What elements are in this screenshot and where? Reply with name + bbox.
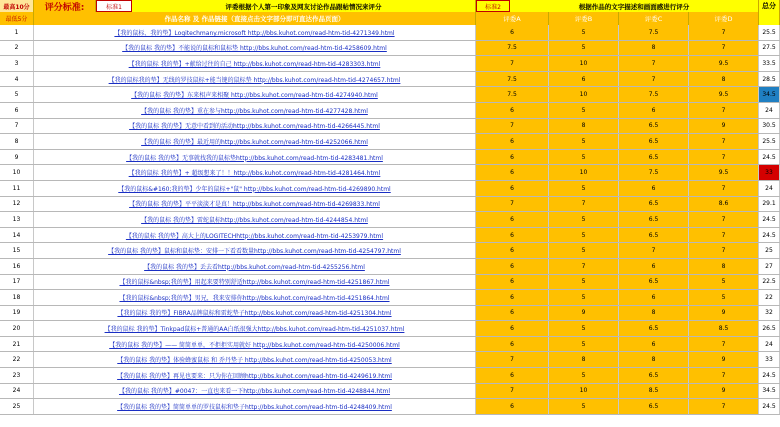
col-judge-b-header: 评委B: [549, 12, 619, 25]
judge-c-score: 7: [619, 56, 689, 71]
judge-a-score: 6: [476, 134, 549, 149]
total-label: 总分: [759, 0, 780, 12]
row-number: 5: [0, 87, 34, 102]
judge-d-score: 8.5: [689, 321, 759, 336]
judge-d-score: 9: [689, 306, 759, 321]
judge-c-score: 8.5: [619, 384, 689, 399]
judge-c-score: 8: [619, 352, 689, 367]
judge-c-score: 6: [619, 337, 689, 352]
judge-b-score: 5: [549, 181, 619, 196]
judge-b-score: 5: [549, 212, 619, 227]
total-score: 32: [759, 306, 780, 321]
work-link[interactable]: 【我的鼠标 我的垫】无事就找我的鼠标垫http://bbs.kuhot.com/read-htm-tid-4283481.html: [34, 150, 476, 165]
table-row: [0, 41, 780, 57]
col-total-header: [759, 12, 780, 25]
work-link[interactable]: 【我的鼠标 我的垫】—— 简简单单，不拒拒实用就好 http://bbs.kuhot.com/read-htm-tid-4250006.html: [34, 337, 476, 352]
judge-d-score: 9: [689, 352, 759, 367]
judge-a-score: 6: [476, 25, 549, 40]
judge-c-score: 6.5: [619, 197, 689, 212]
judge-a-score: 6: [476, 275, 549, 290]
judge-d-score: 7: [689, 337, 759, 352]
row-number: 15: [0, 243, 34, 258]
table-row: [0, 72, 780, 88]
judge-d-score: 9.5: [689, 165, 759, 180]
judge-c-score: 6.5: [619, 368, 689, 383]
row-number: 13: [0, 212, 34, 227]
judge-b-score: 5: [549, 399, 619, 414]
judge-a-score: 6: [476, 399, 549, 414]
col-judge-a-header: 评委A: [476, 12, 549, 25]
total-score: 22: [759, 290, 780, 305]
work-link[interactable]: 【我的鼠标 我的垫】Tinkpad鼠标+普通的AA白纸很强大http://bbs.kuhot.com/read-htm-tid-4251037.html: [34, 321, 476, 336]
judge-a-score: 6: [476, 290, 549, 305]
work-link[interactable]: 【我的鼠标、我的垫】Logitechmany.microsoft http://bbs.kuhot.com/read-htm-tid-4271349.html: [34, 25, 476, 40]
judge-d-score: 5: [689, 290, 759, 305]
judge-b-score: 5: [549, 25, 619, 40]
judge-a-score: 6: [476, 212, 549, 227]
judge-c-score: 6.5: [619, 212, 689, 227]
criteria-title: 评分标准:: [34, 0, 96, 12]
judge-b-score: 5: [549, 243, 619, 258]
judge-b-score: 8: [549, 352, 619, 367]
judge-d-score: 7: [689, 25, 759, 40]
table-row: [0, 352, 780, 368]
judge-a-score: 7: [476, 384, 549, 399]
total-score: 25.5: [759, 25, 780, 40]
judge-d-score: 8.6: [689, 197, 759, 212]
row-number: 25: [0, 399, 34, 414]
row-number: 3: [0, 56, 34, 71]
total-score: 25.5: [759, 134, 780, 149]
work-link[interactable]: 【我的鼠标 我的垫】FIBRA品牌鼠标和雷蛇垫子http://bbs.kuhot.com/read-htm-tid-4251304.html: [34, 306, 476, 321]
judge-c-score: 6: [619, 259, 689, 274]
row-number: 7: [0, 119, 34, 134]
total-score: 33: [759, 165, 780, 180]
judge-b-score: 5: [549, 228, 619, 243]
std2-desc: 根据作品的文字描述和画面感进行评分: [510, 0, 759, 12]
total-score: 24.5: [759, 228, 780, 243]
table-row: [0, 165, 780, 181]
work-link[interactable]: 【我的鼠标 我的垫】最近用的http://bbs.kuhot.com/read-htm-tid-4252066.html: [34, 134, 476, 149]
header-row-1: [0, 0, 780, 12]
judge-a-score: 6: [476, 321, 549, 336]
table-row: [0, 259, 780, 275]
work-link[interactable]: 【我的鼠标 我的垫】#0047：一直也来看一下http://bbs.kuhot.com/read-htm-tid-4248844.html: [34, 384, 476, 399]
table-row: [0, 384, 780, 400]
row-number: 19: [0, 306, 34, 321]
col-judge-d-header: 评委D: [689, 12, 759, 25]
judge-c-score: 6: [619, 103, 689, 118]
judge-a-score: 7: [476, 352, 549, 367]
total-score: 24: [759, 103, 780, 118]
row-number: 17: [0, 275, 34, 290]
col-judge-c-header: 评委C: [619, 12, 689, 25]
total-score: 24: [759, 337, 780, 352]
row-number: 9: [0, 150, 34, 165]
std2-tag: 标准2: [476, 0, 510, 12]
total-score: 34.5: [759, 384, 780, 399]
judge-c-score: 7.5: [619, 25, 689, 40]
work-link[interactable]: 【我的鼠标 我的垫】高大上的LOGITECHhttp://bbs.kuhot.com/read-htm-tid-4253979.html: [34, 228, 476, 243]
judge-b-score: 5: [549, 368, 619, 383]
score-table: [0, 25, 780, 415]
total-score: 33.5: [759, 56, 780, 71]
total-score: 25: [759, 243, 780, 258]
judge-c-score: 6.5: [619, 228, 689, 243]
table-row: [0, 275, 780, 291]
total-score: 34.5: [759, 87, 780, 102]
work-link[interactable]: 【我的鼠标 我的垫】不能说的鼠标和鼠标垫 http://bbs.kuhot.com/read-htm-tid-4258609.html: [34, 41, 476, 56]
total-score: 27.5: [759, 41, 780, 56]
judge-c-score: 6: [619, 290, 689, 305]
std1-desc: 评委根据个人第一印象及网友讨论作品跟帖情况来评分: [132, 0, 476, 12]
row-number: 21: [0, 337, 34, 352]
table-row: [0, 290, 780, 306]
table-row: [0, 150, 780, 166]
total-score: 24: [759, 181, 780, 196]
judge-d-score: 7: [689, 399, 759, 414]
judge-a-score: 6: [476, 103, 549, 118]
judge-a-score: 6: [476, 306, 549, 321]
table-row: [0, 243, 780, 259]
total-score: 27: [759, 259, 780, 274]
total-score: 33: [759, 352, 780, 367]
header-row-2: [0, 12, 780, 25]
judge-c-score: 6.5: [619, 134, 689, 149]
work-link[interactable]: 【我的鼠标 我的垫】简简单单的罗技鼠标和垫子http://bbs.kuhot.com/read-htm-tid-4248409.html: [34, 399, 476, 414]
judge-c-score: 6.5: [619, 399, 689, 414]
judge-a-score: 7.5: [476, 87, 549, 102]
table-row: [0, 25, 780, 41]
judge-d-score: 8: [689, 259, 759, 274]
judge-b-score: 5: [549, 103, 619, 118]
judge-b-score: 5: [549, 321, 619, 336]
judge-c-score: 6.5: [619, 150, 689, 165]
row-number: 23: [0, 368, 34, 383]
judge-d-score: 7: [689, 103, 759, 118]
work-link[interactable]: 【我的鼠标 我的垫】+献给过往的自己 http://bbs.kuhot.com/read-htm-tid-4283303.html: [34, 56, 476, 71]
table-row: [0, 306, 780, 322]
judge-d-score: 8: [689, 72, 759, 87]
table-row: [0, 197, 780, 213]
judge-c-score: 7: [619, 243, 689, 258]
judge-a-score: 7.5: [476, 72, 549, 87]
total-score: 28.5: [759, 72, 780, 87]
work-link[interactable]: 【我的鼠标 我的垫】再见也要来：只为你在回顾http://bbs.kuhot.com/read-htm-tid-4249619.html: [34, 368, 476, 383]
table-row: [0, 56, 780, 72]
row-number: 6: [0, 103, 34, 118]
row-number: 8: [0, 134, 34, 149]
judge-d-score: 9: [689, 384, 759, 399]
table-row: [0, 399, 780, 415]
judge-b-score: 9: [549, 306, 619, 321]
table-row: [0, 337, 780, 353]
row-number: 2: [0, 41, 34, 56]
judge-d-score: 9: [689, 119, 759, 134]
judge-d-score: 7: [689, 150, 759, 165]
judge-b-score: 10: [549, 384, 619, 399]
work-link[interactable]: 【我的鼠标 我的垫】平平淡淡才是真！http://bbs.kuhot.com/read-htm-tid-4269833.html: [34, 197, 476, 212]
total-score: 22.5: [759, 275, 780, 290]
judge-a-score: 7: [476, 197, 549, 212]
work-link[interactable]: 【我的鼠标 我的垫】+ 超级想来了！！http://bbs.kuhot.com/read-htm-tid-4281464.html: [34, 165, 476, 180]
total-score: 24.5: [759, 399, 780, 414]
work-link[interactable]: 【我的鼠标 我的垫】东来相声来相聚 http://bbs.kuhot.com/read-htm-tid-4274940.html: [34, 87, 476, 102]
row-number: 10: [0, 165, 34, 180]
judge-b-score: 10: [549, 56, 619, 71]
table-row: [0, 321, 780, 337]
judge-d-score: 7: [689, 228, 759, 243]
judge-d-score: 9.5: [689, 87, 759, 102]
work-link[interactable]: 【我的鼠标 我的垫】丢去看http://bbs.kuhot.com/read-htm-tid-4255256.html: [34, 259, 476, 274]
judge-c-score: 6.5: [619, 119, 689, 134]
judge-b-score: 5: [549, 290, 619, 305]
work-link[interactable]: 【我的鼠标&nbsp;我的垫】男兄，我来安排你http://bbs.kuhot.com/read-htm-tid-4251864.html: [34, 290, 476, 305]
work-link[interactable]: 【我的鼠标&#160;我的垫】少年的鼠标+"鼠" http://bbs.kuhot.com/read-htm-tid-4269890.html: [34, 181, 476, 196]
work-link[interactable]: 【我的鼠标 我的垫】重在参与http://bbs.kuhot.com/read-htm-tid-4277428.html: [34, 103, 476, 118]
col-no-header: 最低5分: [0, 12, 34, 25]
table-row: [0, 103, 780, 119]
row-number: 4: [0, 72, 34, 87]
total-score: 24.5: [759, 212, 780, 227]
judge-a-score: 6: [476, 150, 549, 165]
row-number: 12: [0, 197, 34, 212]
row-number: 1: [0, 25, 34, 40]
judge-a-score: 6: [476, 165, 549, 180]
total-score: 29.1: [759, 197, 780, 212]
judge-a-score: 6: [476, 181, 549, 196]
judge-a-score: 6: [476, 243, 549, 258]
table-row: [0, 119, 780, 135]
judge-d-score: 9.5: [689, 56, 759, 71]
work-link[interactable]: 【我的鼠标 我的垫】无意中看到的活动http://bbs.kuhot.com/read-htm-tid-4266445.html: [34, 119, 476, 134]
table-row: [0, 181, 780, 197]
judge-a-score: 6: [476, 228, 549, 243]
judge-c-score: 7.5: [619, 165, 689, 180]
work-link[interactable]: 【我的鼠标&nbsp;我的垫】用起来要特别舒适http://bbs.kuhot.com/read-htm-tid-4251867.html: [34, 275, 476, 290]
judge-d-score: 7: [689, 243, 759, 258]
max-score-label: 最高10分: [0, 0, 34, 12]
judge-b-score: 10: [549, 87, 619, 102]
work-link[interactable]: 【我的鼠标 我的垫】雷蛇鼠标http://bbs.kuhot.com/read-htm-tid-4244854.html: [34, 212, 476, 227]
total-score: 30.5: [759, 119, 780, 134]
judge-c-score: 8: [619, 41, 689, 56]
row-number: 14: [0, 228, 34, 243]
table-row: [0, 368, 780, 384]
work-link[interactable]: 【我的鼠标我的垫】无线的罗技鼠标+能当键的鼠标垫 http://bbs.kuhot.com/read-htm-tid-4274657.html: [34, 72, 476, 87]
total-score: 24.5: [759, 150, 780, 165]
judge-b-score: 5: [549, 41, 619, 56]
judge-d-score: 7: [689, 368, 759, 383]
table-row: [0, 212, 780, 228]
judge-c-score: 6: [619, 181, 689, 196]
judge-c-score: 7: [619, 72, 689, 87]
row-number: 16: [0, 259, 34, 274]
row-number: 20: [0, 321, 34, 336]
table-row: [0, 134, 780, 150]
row-number: 22: [0, 352, 34, 367]
judge-c-score: 6.5: [619, 275, 689, 290]
judge-b-score: 7: [549, 197, 619, 212]
judge-b-score: 7: [549, 259, 619, 274]
judge-c-score: 7.5: [619, 87, 689, 102]
judge-a-score: 7.5: [476, 41, 549, 56]
judge-a-score: 6: [476, 368, 549, 383]
judge-a-score: 6: [476, 337, 549, 352]
total-score: 24.5: [759, 368, 780, 383]
judge-b-score: 5: [549, 275, 619, 290]
row-number: 24: [0, 384, 34, 399]
judge-d-score: 7: [689, 212, 759, 227]
row-number: 11: [0, 181, 34, 196]
judge-b-score: 8: [549, 119, 619, 134]
judge-d-score: 7: [689, 181, 759, 196]
judge-d-score: 7: [689, 41, 759, 56]
judge-a-score: 7: [476, 56, 549, 71]
judge-d-score: 7: [689, 134, 759, 149]
table-row: [0, 228, 780, 244]
judge-d-score: 5: [689, 275, 759, 290]
judge-a-score: 7: [476, 119, 549, 134]
table-row: [0, 87, 780, 103]
judge-a-score: 6: [476, 259, 549, 274]
judge-c-score: 8: [619, 306, 689, 321]
work-link[interactable]: 【我的鼠标 我的垫】鼠标和鼠标垫：安排一下看看数量http://bbs.kuhot.com/read-htm-tid-4254797.html: [34, 243, 476, 258]
judge-b-score: 6: [549, 72, 619, 87]
judge-b-score: 10: [549, 165, 619, 180]
total-score: 26.5: [759, 321, 780, 336]
row-number: 18: [0, 290, 34, 305]
judge-b-score: 5: [549, 150, 619, 165]
work-link[interactable]: 【我的鼠标 我的垫】体验蜂蜜鼠标 和 乔丹垫子 http://bbs.kuhot.com/read-htm-tid-4250053.html: [34, 352, 476, 367]
judge-c-score: 6.5: [619, 321, 689, 336]
judge-b-score: 5: [549, 337, 619, 352]
judge-b-score: 5: [549, 134, 619, 149]
col-work-header: 作品名称 及 作品链接（直接点击文字部分即可直达作品页面）: [34, 12, 476, 25]
std1-tag: 标准1: [96, 0, 132, 12]
